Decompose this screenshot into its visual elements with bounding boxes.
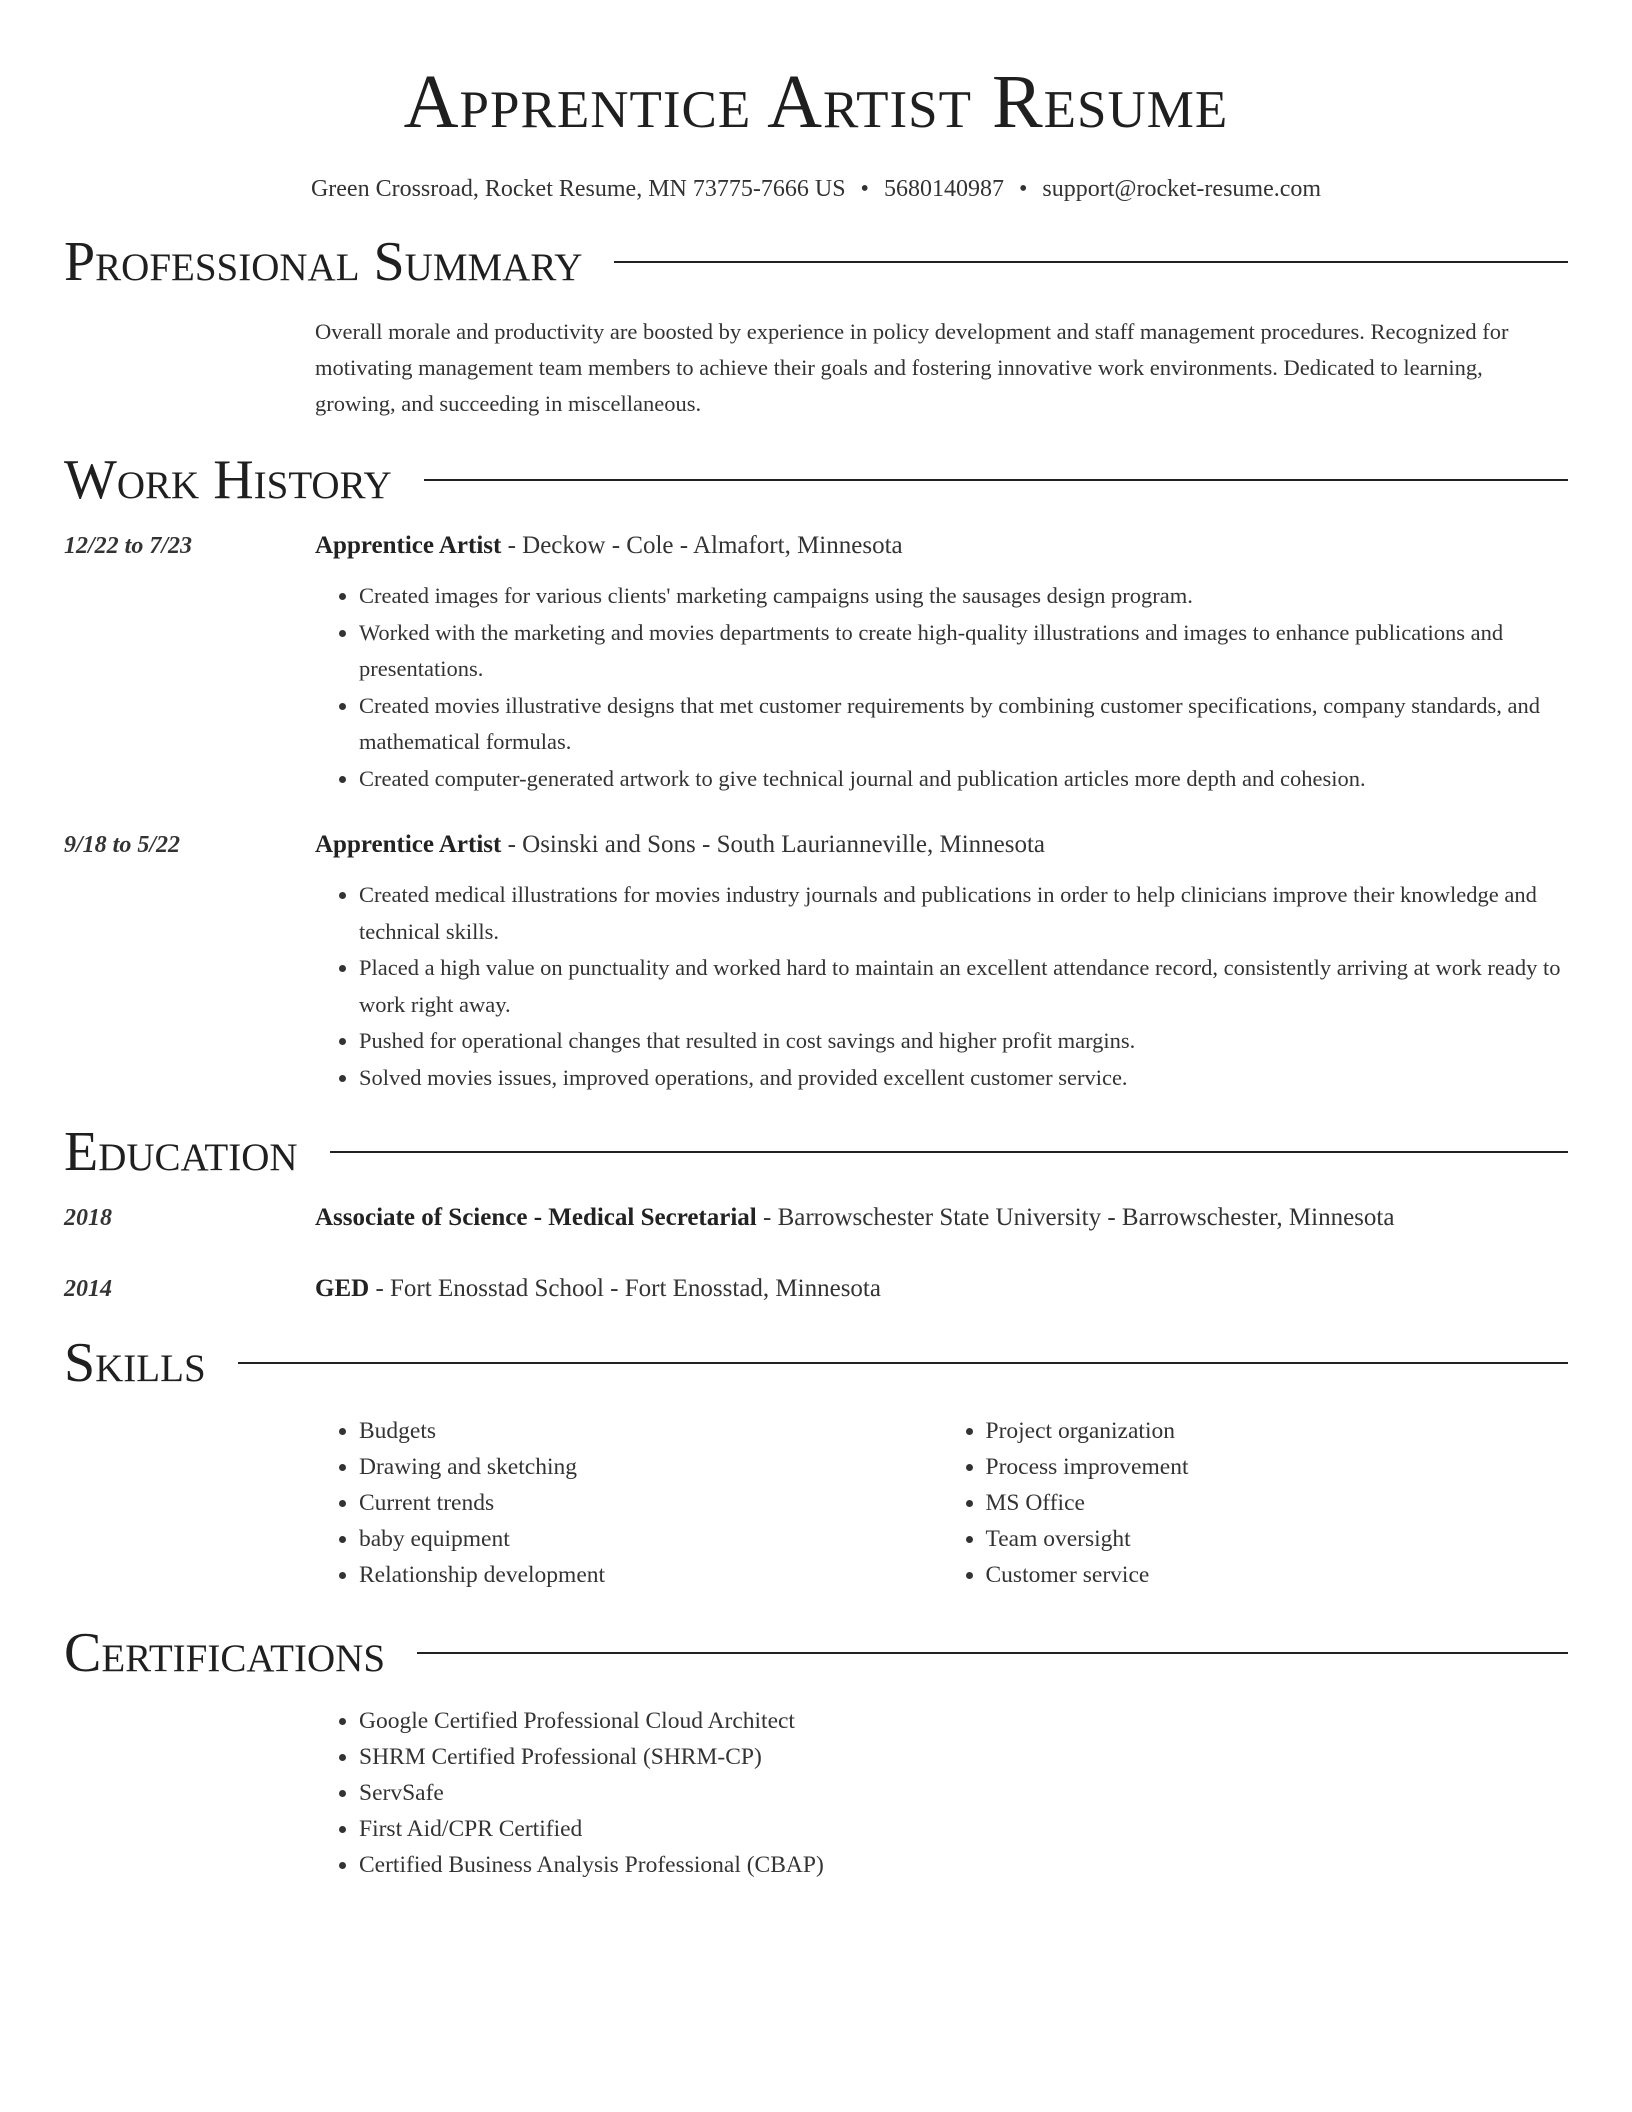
certification-item: • First Aid/CPR Certified: [359, 1811, 1568, 1847]
skill-item: • Project organization: [986, 1413, 1569, 1449]
section-header-work: [64, 450, 1568, 510]
section-header-education: [64, 1122, 1568, 1182]
work-entry: [64, 528, 1568, 797]
work-dates: 9/18 to 5/22: [64, 832, 181, 858]
work-title-line: [315, 827, 1568, 863]
work-bullet: • Created computer-generated artwork to give technical journal and publication articles more depth and cohesion.: [359, 761, 1568, 798]
certification-item: • Google Certified Professional Cloud Architect: [359, 1703, 1568, 1739]
section-title-certifications: Certifications: [64, 1622, 386, 1684]
work-bullet: • Pushed for operational changes that resulted in cost savings and higher profit margins.: [359, 1023, 1568, 1060]
skill-item: • Current trends: [359, 1485, 942, 1521]
job-title: Apprentice Artist: [315, 532, 502, 559]
section-rule: [417, 1652, 1568, 1654]
work-bullet: • Worked with the marketing and movies departments to create high-quality illustrations and images to enhance publications and presentations.: [359, 615, 1568, 688]
section-title-skills: Skills: [64, 1332, 206, 1394]
degree: Associate of Science - Medical Secretarial: [315, 1204, 757, 1231]
skill-item: • MS Office: [986, 1485, 1569, 1521]
work-title-line: [315, 528, 1568, 564]
skill-item: • Budgets: [359, 1413, 942, 1449]
certification-item: • SHRM Certified Professional (SHRM-CP): [359, 1739, 1568, 1775]
skill-item: • baby equipment: [359, 1521, 942, 1557]
work-bullet: • Placed a high value on punctuality and worked hard to maintain an excellent attendance record, consistently arriving at work ready to work right away.: [359, 950, 1568, 1023]
work-entry-body: [315, 528, 1568, 797]
section-rule: [424, 479, 1568, 481]
work-bullet: • Created medical illustrations for movies industry journals and publications in order to help clinicians improve their knowledge and technical skills.: [359, 877, 1568, 950]
section-header-certifications: [64, 1623, 1568, 1683]
skill-item: • Relationship development: [359, 1557, 942, 1593]
certification-item: • ServSafe: [359, 1775, 1568, 1811]
education-year: 2018: [64, 1205, 112, 1231]
education-entry: [64, 1200, 1568, 1236]
summary-text: Overall morale and productivity are boosted by experience in policy development and staff management procedures. Recognized for motivating management team members to achieve their goals and fostering innovative work environments. Dedicated to learning, growing, and succeeding in miscellaneous.: [315, 319, 1509, 416]
work-bullet: • Solved movies issues, improved operations, and provided excellent customer service.: [359, 1060, 1568, 1097]
resume-title: Apprentice Artist Resume: [403, 60, 1229, 144]
certifications-list: [315, 1703, 1568, 1883]
degree: GED: [315, 1275, 370, 1302]
education-entry: [64, 1271, 1568, 1307]
work-bullet: • Created images for various clients' marketing campaigns using the sausages design program.: [359, 578, 1568, 615]
section-rule: [614, 261, 1568, 263]
skill-item: • Process improvement: [986, 1449, 1569, 1485]
contact-address: Green Crossroad, Rocket Resume, MN 73775-7666 US: [310, 176, 846, 202]
section-header-skills: [64, 1333, 1568, 1393]
section-rule: [238, 1362, 1568, 1364]
school-details: - Barrowschester State University - Barrowschester, Minnesota: [756, 1204, 1395, 1231]
work-bullets: [315, 578, 1568, 797]
section-rule: [330, 1151, 1568, 1153]
work-entry-body: [315, 827, 1568, 1096]
work-dates: 12/22 to 7/23: [64, 533, 193, 559]
skills-list: [315, 1413, 1568, 1593]
section-header-summary: [64, 232, 1568, 292]
contact-line: [64, 174, 1568, 204]
skill-item: • Drawing and sketching: [359, 1449, 942, 1485]
contact-separator: •: [1018, 176, 1028, 202]
contact-email: support@rocket-resume.com: [1042, 176, 1322, 202]
contact-phone: 5680140987: [883, 176, 1004, 202]
job-details: - Osinski and Sons - South Laurianneville, Minnesota: [501, 831, 1046, 858]
certification-item: • Certified Business Analysis Professional (CBAP): [359, 1847, 1568, 1883]
section-title-summary: Professional Summary: [64, 231, 583, 293]
contact-separator: •: [860, 176, 869, 202]
skill-item: • Customer service: [986, 1557, 1569, 1593]
resume-page: [64, 0, 1568, 1883]
work-bullets: [315, 877, 1568, 1096]
skills-column-left: [315, 1413, 942, 1593]
education-title-line: [315, 1271, 1568, 1307]
work-bullet: • Created movies illustrative designs that met customer requirements by combining customer specifications, company standards, and mathematical formulas.: [359, 688, 1568, 761]
skills-column-right: [942, 1413, 1569, 1593]
job-details: - Deckow - Cole - Almafort, Minnesota: [501, 532, 903, 559]
education-title-line: [315, 1200, 1568, 1236]
job-title: Apprentice Artist: [315, 831, 502, 858]
work-entry: [64, 827, 1568, 1096]
section-title-work: Work History: [64, 449, 392, 511]
education-year: 2014: [64, 1276, 112, 1302]
skill-item: • Team oversight: [986, 1521, 1569, 1557]
school-details: - Fort Enosstad School - Fort Enosstad, Minnesota: [369, 1275, 881, 1302]
section-title-education: Education: [64, 1121, 298, 1183]
